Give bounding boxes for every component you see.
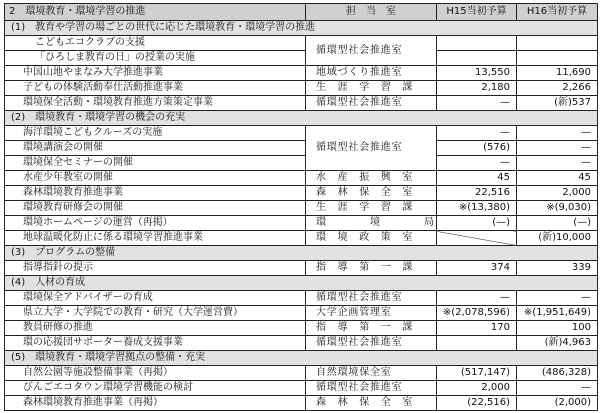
item-h15: — (437, 96, 517, 111)
item-dept: 循環型社会推進室 (306, 126, 437, 171)
item-dept: 循環型社会推進室 (306, 36, 437, 66)
section-label: (2) 環境教育・環境学習の機会の充実 (5, 111, 598, 126)
item-name: 「ひろしま教育の日」の授業の実施 (5, 51, 306, 66)
section-label: (1) 教育や学習の場ごとの世代に応じた環境教育・環境学習の推進 (5, 21, 598, 36)
section-label: (5) 環境教育・環境学習拠点の整備・充実 (5, 351, 598, 366)
table-row (5, 171, 598, 186)
item-h15: 2,000 (437, 381, 517, 396)
item-dept: 循環型社会推進室 (306, 381, 437, 396)
table-row (5, 186, 598, 201)
item-dept: 循環型社会推進室 (306, 291, 437, 306)
item-name: 指導指針の提示 (5, 261, 306, 276)
item-name: 中国山地やまなみ大学推進事業 (5, 66, 306, 81)
item-h16: 11,690 (517, 66, 598, 81)
table-row (5, 381, 598, 396)
item-h15: 45 (437, 171, 517, 186)
table-row (5, 336, 598, 351)
table-header-row (5, 4, 598, 21)
item-h15-diagonal (437, 231, 517, 246)
item-name: 環境保全セミナーの開催 (5, 156, 306, 171)
item-dept: 地域づくり推進室 (306, 66, 437, 81)
table-row (5, 396, 598, 411)
item-h15: (576) (437, 141, 517, 156)
item-h16: 45 (517, 171, 598, 186)
item-h15 (437, 36, 517, 51)
item-name: 森林環境教育推進事業 (5, 186, 306, 201)
item-name: 環境ホームページの運営（再掲） (5, 216, 306, 231)
item-name: 環境講演会の開催 (5, 141, 306, 156)
item-dept: 自然環境保全室 (306, 366, 437, 381)
header-h15: H15当初予算 (437, 4, 517, 21)
item-name: 環境保全アドバイザーの育成 (5, 291, 306, 306)
item-dept: 生 涯 学 習 課 (306, 201, 437, 216)
table-row (5, 321, 598, 336)
item-h15: — (437, 156, 517, 171)
item-dept: 生 涯 学 習 課 (306, 81, 437, 96)
item-name: こどもエコクラブの支援 (5, 36, 306, 51)
item-h16: 2,266 (517, 81, 598, 96)
item-h15: ※(2,078,596) (437, 306, 517, 321)
item-dept: 大学企画管理室 (306, 306, 437, 321)
table-row (5, 66, 598, 81)
section-row (5, 246, 598, 261)
table-row (5, 261, 598, 276)
item-h16: ※(1,951,649) (517, 306, 598, 321)
item-h15: (—) (437, 216, 517, 231)
item-dept: 循環型社会推進室 (306, 96, 437, 111)
item-h15: (22,516) (437, 396, 517, 411)
item-dept: 環 境 局 (306, 216, 437, 231)
item-h16: ※(9,030) (517, 201, 598, 216)
item-h16: (新)4,963 (517, 336, 598, 351)
item-h16: (2,000) (517, 396, 598, 411)
item-name: 教員研修の推進 (5, 321, 306, 336)
item-name: 水産少年教室の開催 (5, 171, 306, 186)
header-h16: H16当初予算 (517, 4, 598, 21)
table-row (5, 156, 598, 171)
item-h15: — (437, 126, 517, 141)
item-name: びんごエコタウン環境学習機能の検討 (5, 381, 306, 396)
section-label: (4) 人材の育成 (5, 276, 598, 291)
item-h15: 22,516 (437, 186, 517, 201)
item-h15: — (437, 291, 517, 306)
item-h16 (517, 36, 598, 51)
item-h15: 13,550 (437, 66, 517, 81)
item-h15 (437, 51, 517, 66)
table-row (5, 216, 598, 231)
item-h16: — (517, 381, 598, 396)
item-h15: 2,180 (437, 81, 517, 96)
table-row (5, 126, 598, 141)
item-h16: — (517, 126, 598, 141)
table-row (5, 96, 598, 111)
table-row (5, 366, 598, 381)
item-h16: 100 (517, 321, 598, 336)
header-dept: 担 当 室 (306, 4, 437, 21)
table-row (5, 306, 598, 321)
item-name: 森林環境教育推進事業（再掲） (5, 396, 306, 411)
item-dept: 循環型社会推進室 (306, 336, 437, 351)
item-h15: 374 (437, 261, 517, 276)
item-name: 自然公園等施設整備事業（再掲） (5, 366, 306, 381)
item-name: 環境保全活動・環境教育推進方策策定事業 (5, 96, 306, 111)
table-row (5, 291, 598, 306)
section-row (5, 21, 598, 36)
item-h16: 339 (517, 261, 598, 276)
section-row (5, 111, 598, 126)
table-row (5, 201, 598, 216)
table-title: 2 環境教育・環境学習の推進 (5, 4, 306, 21)
table-row (5, 81, 598, 96)
item-h15: (517,147) (437, 366, 517, 381)
item-h16: — (517, 141, 598, 156)
item-dept: 環 境 政 策 室 (306, 231, 437, 246)
item-h16: (新)10,000 (517, 231, 598, 246)
item-h16: (新)537 (517, 96, 598, 111)
item-name: 地球温暖化防止に係る環境学習推進事業 (5, 231, 306, 246)
section-label: (3) プログラムの整備 (5, 246, 598, 261)
item-h16: — (517, 291, 598, 306)
item-h16: (—) (517, 216, 598, 231)
item-dept: 森 林 保 全 室 (306, 186, 437, 201)
item-h16: — (517, 156, 598, 171)
item-h15 (437, 336, 517, 351)
item-dept: 指 導 第 一 課 (306, 321, 437, 336)
item-h15: ※(13,380) (437, 201, 517, 216)
item-dept: 水 産 振 興 室 (306, 171, 437, 186)
item-h16: 2,000 (517, 186, 598, 201)
item-h16: (486,328) (517, 366, 598, 381)
budget-table (4, 3, 598, 411)
item-name: 海洋環境こどもクルーズの実施 (5, 126, 306, 141)
table-row (5, 51, 598, 66)
item-name: 子どもの体験活動奉仕活動推進事業 (5, 81, 306, 96)
section-row (5, 276, 598, 291)
item-name: 環境教育研修会の開催 (5, 201, 306, 216)
item-dept: 森 林 保 全 室 (306, 396, 437, 411)
item-h16 (517, 51, 598, 66)
table-row (5, 141, 598, 156)
table-row (5, 231, 598, 246)
item-name: 県立大学・大学院での教育・研究（大学運営費） (5, 306, 306, 321)
section-row (5, 351, 598, 366)
item-name: 環の応援団サポーター養成支援事業 (5, 336, 306, 351)
item-dept: 指 導 第 一 課 (306, 261, 437, 276)
table-row (5, 36, 598, 51)
item-h15: 170 (437, 321, 517, 336)
